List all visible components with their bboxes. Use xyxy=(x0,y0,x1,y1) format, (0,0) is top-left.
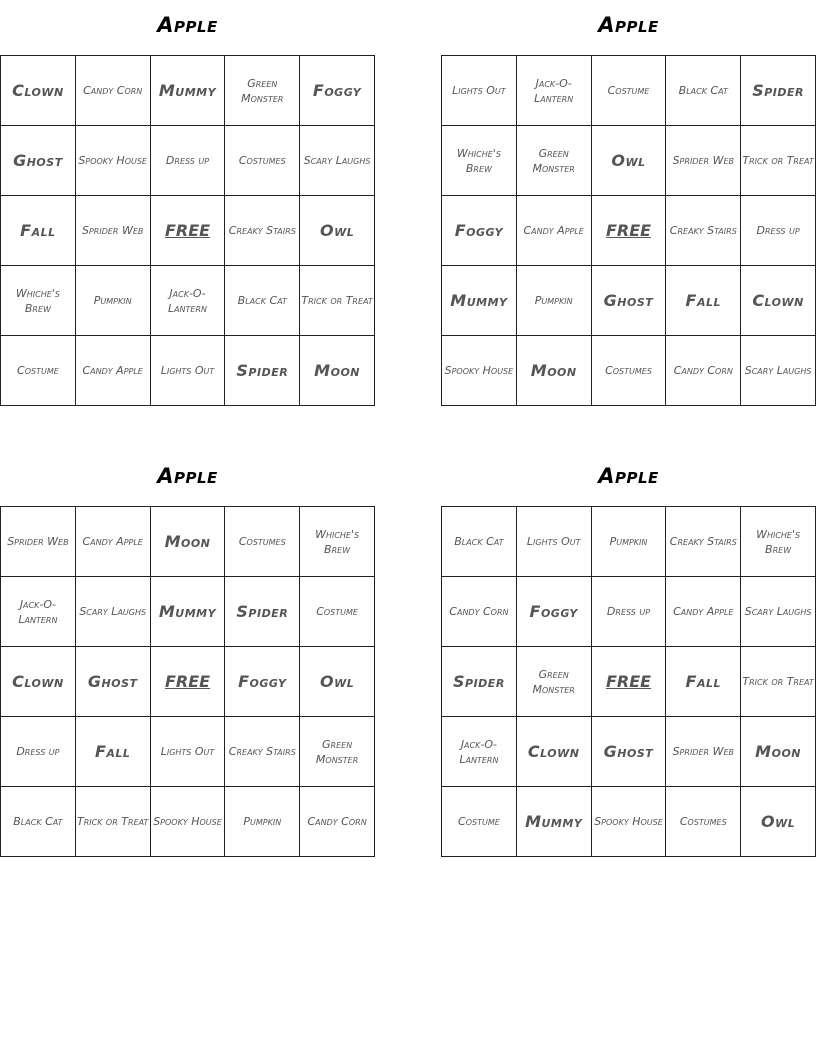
bingo-cell: Black Cat xyxy=(666,56,741,126)
bingo-cell: Lights Out xyxy=(442,56,517,126)
bingo-cell: Pumpkin xyxy=(591,507,666,577)
bingo-cell: Scary Laughs xyxy=(300,126,375,196)
bingo-cell: Clown xyxy=(741,266,816,336)
bingo-cell: Trick or Treat xyxy=(741,647,816,717)
free-space: FREE xyxy=(150,196,225,266)
bingo-cell: Clown xyxy=(1,647,76,717)
bingo-cell: Whiche's Brew xyxy=(300,507,375,577)
bingo-cell: Foggy xyxy=(225,647,300,717)
bingo-cell: Mummy xyxy=(150,577,225,647)
bingo-cell: Sprider Web xyxy=(75,196,150,266)
bingo-cell: Green Monster xyxy=(516,126,591,196)
bingo-cell: Costume xyxy=(591,56,666,126)
bingo-cell: Ghost xyxy=(591,266,666,336)
bingo-cell: Foggy xyxy=(442,196,517,266)
grid-row xyxy=(1,507,375,577)
bingo-cell: Lights Out xyxy=(150,717,225,787)
bingo-cell: Owl xyxy=(300,647,375,717)
bingo-cell: Owl xyxy=(591,126,666,196)
bingo-cell: Whiche's Brew xyxy=(741,507,816,577)
grid-row xyxy=(442,507,816,577)
bingo-cell: Moon xyxy=(741,717,816,787)
bingo-cell: Candy Corn xyxy=(442,577,517,647)
bingo-cell: Candy Apple xyxy=(75,507,150,577)
bingo-cell: Scary Laughs xyxy=(741,577,816,647)
bingo-cell: Spider xyxy=(741,56,816,126)
bingo-cell: Candy Corn xyxy=(666,336,741,406)
grid-row xyxy=(442,266,816,336)
bingo-cell: Candy Corn xyxy=(75,56,150,126)
grid-row xyxy=(1,196,375,266)
grid-row xyxy=(1,126,375,196)
bingo-cell: Scary Laughs xyxy=(75,577,150,647)
bingo-cell: Jack-O-Lantern xyxy=(150,266,225,336)
bingo-cell: Jack-O-Lantern xyxy=(1,577,76,647)
bingo-cell: Trick or Treat xyxy=(741,126,816,196)
bingo-cell: Sprider Web xyxy=(1,507,76,577)
card-title: Apple xyxy=(157,13,218,37)
bingo-cell: Candy Corn xyxy=(300,787,375,857)
bingo-grid xyxy=(441,506,816,857)
bingo-cell: Dress up xyxy=(591,577,666,647)
bingo-cell: Sprider Web xyxy=(666,717,741,787)
bingo-cell: Creaky Stairs xyxy=(225,196,300,266)
bingo-cell: Black Cat xyxy=(225,266,300,336)
bingo-cell: Dress up xyxy=(1,717,76,787)
bingo-cell: Candy Apple xyxy=(516,196,591,266)
grid-row xyxy=(442,787,816,857)
card-title: Apple xyxy=(598,13,659,37)
free-space: FREE xyxy=(591,647,666,717)
grid-row xyxy=(442,126,816,196)
bingo-cell: Pumpkin xyxy=(516,266,591,336)
grid-row xyxy=(442,577,816,647)
bingo-cell: Fall xyxy=(1,196,76,266)
bingo-cell: Black Cat xyxy=(1,787,76,857)
bingo-cell: Ghost xyxy=(591,717,666,787)
bingo-cell: Pumpkin xyxy=(75,266,150,336)
grid-row xyxy=(1,336,375,406)
bingo-cell: Foggy xyxy=(516,577,591,647)
bingo-cell: Costume xyxy=(442,787,517,857)
bingo-cell: Whiche's Brew xyxy=(1,266,76,336)
bingo-cell: Scary Laughs xyxy=(741,336,816,406)
bingo-cell: Owl xyxy=(300,196,375,266)
bingo-cell: Trick or Treat xyxy=(75,787,150,857)
bingo-cell: Fall xyxy=(666,266,741,336)
bingo-cell: Fall xyxy=(666,647,741,717)
card-title: Apple xyxy=(157,464,218,488)
bingo-cell: Green Monster xyxy=(300,717,375,787)
bingo-card-2 xyxy=(441,13,816,406)
card-title: Apple xyxy=(598,464,659,488)
bingo-grid xyxy=(441,55,816,406)
bingo-grid xyxy=(0,55,375,406)
bingo-cell: Green Monster xyxy=(516,647,591,717)
grid-row xyxy=(1,717,375,787)
bingo-cell: Spider xyxy=(225,336,300,406)
bingo-cell: Spooky House xyxy=(442,336,517,406)
bingo-card-1 xyxy=(0,13,375,406)
bingo-cell: Spider xyxy=(442,647,517,717)
bingo-cell: Green Monster xyxy=(225,56,300,126)
grid-row xyxy=(1,266,375,336)
grid-row xyxy=(442,336,816,406)
bingo-cell: Sprider Web xyxy=(666,126,741,196)
bingo-cell: Dress up xyxy=(741,196,816,266)
bingo-cell: Pumpkin xyxy=(225,787,300,857)
bingo-cell: Mummy xyxy=(150,56,225,126)
bingo-card-3 xyxy=(0,464,375,857)
bingo-cell: Spider xyxy=(225,577,300,647)
bingo-cell: Costume xyxy=(1,336,76,406)
bingo-cell: Jack-O-Lantern xyxy=(442,717,517,787)
bingo-cell: Jack-O-Lantern xyxy=(516,56,591,126)
grid-row xyxy=(1,56,375,126)
bingo-cell: Spooky House xyxy=(150,787,225,857)
bingo-cell: Moon xyxy=(150,507,225,577)
bingo-cell: Ghost xyxy=(1,126,76,196)
grid-row xyxy=(1,647,375,717)
bingo-cell: Clown xyxy=(1,56,76,126)
bingo-cell: Creaky Stairs xyxy=(225,717,300,787)
bingo-cell: Ghost xyxy=(75,647,150,717)
bingo-cell: Costumes xyxy=(591,336,666,406)
bingo-cell: Costumes xyxy=(666,787,741,857)
grid-row xyxy=(442,717,816,787)
bingo-cell: Owl xyxy=(741,787,816,857)
free-space: FREE xyxy=(150,647,225,717)
bingo-cell: Lights Out xyxy=(516,507,591,577)
bingo-cell: Costume xyxy=(300,577,375,647)
bingo-cell: Foggy xyxy=(300,56,375,126)
grid-row xyxy=(1,577,375,647)
grid-row xyxy=(442,196,816,266)
bingo-cell: Moon xyxy=(516,336,591,406)
bingo-cell: Dress up xyxy=(150,126,225,196)
bingo-cell: Whiche's Brew xyxy=(442,126,517,196)
bingo-cell: Black Cat xyxy=(442,507,517,577)
free-space: FREE xyxy=(591,196,666,266)
bingo-cell: Trick or Treat xyxy=(300,266,375,336)
bingo-cell: Spooky House xyxy=(75,126,150,196)
bingo-cell: Mummy xyxy=(516,787,591,857)
bingo-cell: Clown xyxy=(516,717,591,787)
bingo-cell: Costumes xyxy=(225,126,300,196)
bingo-cell: Candy Apple xyxy=(666,577,741,647)
bingo-cell: Fall xyxy=(75,717,150,787)
grid-row xyxy=(442,56,816,126)
bingo-cell: Spooky House xyxy=(591,787,666,857)
bingo-card-4 xyxy=(441,464,816,857)
bingo-cell: Candy Apple xyxy=(75,336,150,406)
bingo-cell: Moon xyxy=(300,336,375,406)
bingo-cell: Lights Out xyxy=(150,336,225,406)
grid-row xyxy=(1,787,375,857)
grid-row xyxy=(442,647,816,717)
bingo-cell: Mummy xyxy=(442,266,517,336)
bingo-cell: Creaky Stairs xyxy=(666,507,741,577)
bingo-cell: Creaky Stairs xyxy=(666,196,741,266)
bingo-cell: Costumes xyxy=(225,507,300,577)
bingo-grid xyxy=(0,506,375,857)
